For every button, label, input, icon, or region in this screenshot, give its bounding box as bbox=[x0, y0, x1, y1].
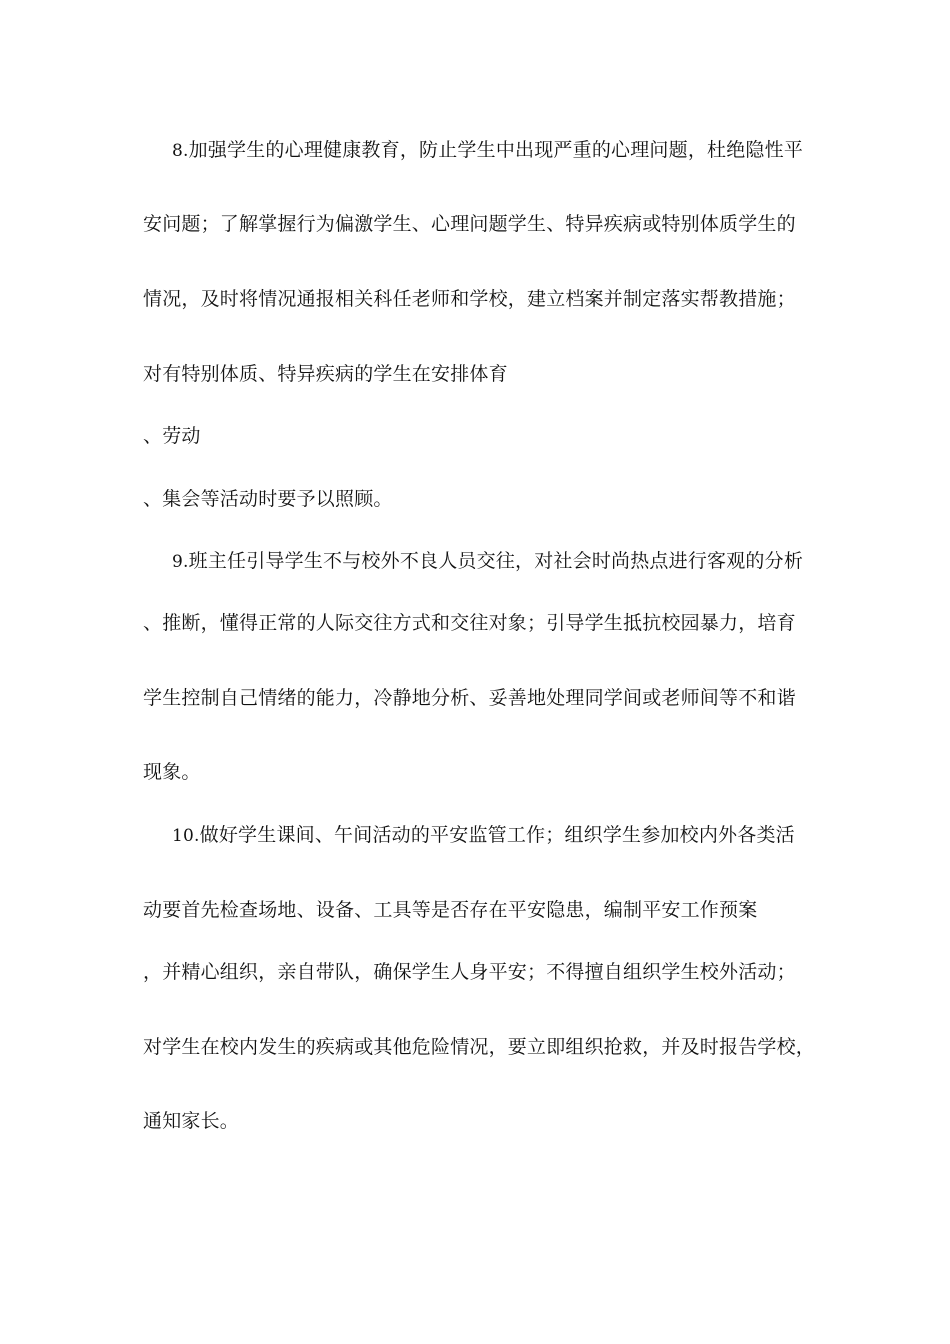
paragraph-9-text: 班主任引导学生不与校外不良人员交往，对社会时尚热点进行客观的分析 bbox=[188, 550, 804, 572]
paragraph-10-number: 10. bbox=[172, 826, 200, 846]
paragraph-10-line-4: 对学生在校内发生的疾病或其他危险情况，要立即组织抢救，并及时报告学校， bbox=[143, 1036, 816, 1058]
paragraph-10-line-1 bbox=[172, 823, 795, 848]
paragraph-9-line-4: 现象。 bbox=[143, 761, 201, 783]
paragraph-8-line-1 bbox=[172, 138, 803, 163]
paragraph-10-text: 做好学生课间、午间活动的平安监管工作；组织学生参加校内外各类活 bbox=[199, 824, 795, 846]
paragraph-8-number: 8. bbox=[172, 141, 189, 161]
paragraph-10-line-3: ，并精心组织，亲自带队，确保学生人身平安；不得擅自组织学生校外活动； bbox=[143, 961, 796, 983]
paragraph-10-line-5: 通知家长。 bbox=[143, 1110, 240, 1132]
paragraph-8-line-4: 对有特别体质、特异疾病的学生在安排体育 bbox=[143, 363, 508, 385]
paragraph-9-line-3: 学生控制自己情绪的能力，冷静地分析、妥善地处理同学间或老师间等不和谐 bbox=[143, 687, 796, 709]
paragraph-10-line-2: 动要首先检查场地、设备、工具等是否存在平安隐患，编制平安工作预案 bbox=[143, 899, 758, 921]
paragraph-8-line-5: 、劳动 bbox=[143, 425, 201, 447]
paragraph-9-line-1 bbox=[172, 549, 803, 574]
paragraph-8-line-6: 、集会等活动时要予以照顾。 bbox=[143, 488, 393, 510]
paragraph-8-text: 加强学生的心理健康教育，防止学生中出现严重的心理问题，杜绝隐性平 bbox=[188, 139, 804, 161]
paragraph-8-line-3: 情况，及时将情况通报相关科任老师和学校，建立档案并制定落实帮教措施； bbox=[143, 288, 796, 310]
paragraph-8-line-2: 安问题；了解掌握行为偏激学生、心理问题学生、特异疾病或特别体质学生的 bbox=[143, 213, 796, 235]
paragraph-9-line-2: 、推断，懂得正常的人际交往方式和交往对象；引导学生抵抗校园暴力，培育 bbox=[143, 612, 796, 634]
paragraph-9-number: 9. bbox=[172, 552, 189, 572]
